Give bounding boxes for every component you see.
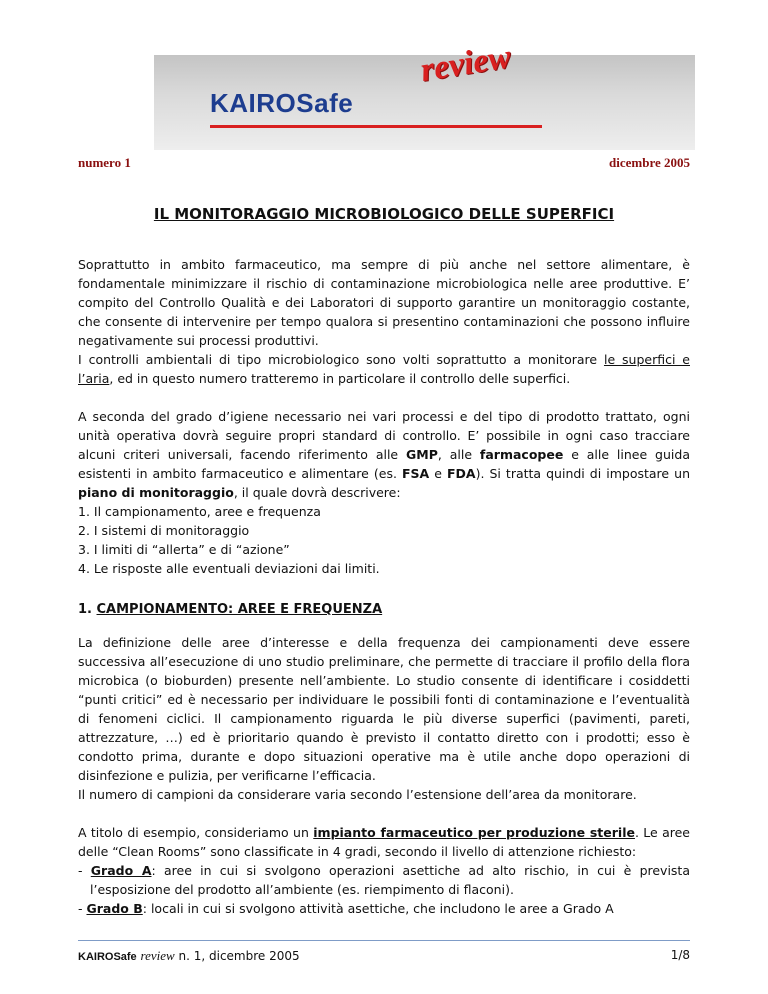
intro-paragraph-2 xyxy=(78,350,690,388)
logo-review: review xyxy=(418,38,514,90)
section-title: CAMPIONAMENTO: AREE E FREQUENZA xyxy=(96,602,383,617)
plan-list xyxy=(78,502,690,578)
list-item: 2. I sistemi di monitoraggio xyxy=(78,523,250,538)
section-number: 1. xyxy=(78,602,97,617)
text-span: . Le aree delle “Clean Rooms” sono classificate in 4 gradi, secondo il livello di attenzione richiesto: xyxy=(78,825,691,859)
bold-fsa: FSA xyxy=(401,466,430,481)
bold-farmacopee: farmacopee xyxy=(479,447,564,462)
text-span: ). Si tratta quindi di impostare un xyxy=(475,466,690,481)
text-span: : aree in cui si svolgono operazioni asettiche ad alto rischio, in cui è prevista l’esposizione del prodotto all’ambiente (es. riempimento di flaconi). xyxy=(90,863,690,897)
underlined-text: le superfici e l’aria xyxy=(78,352,690,386)
text-span: , il quale dovrà descrivere: xyxy=(233,485,401,500)
grade-a-item: - Grado A: aree in cui si svolgono operazioni asettiche ad alto rischio, in cui è prevista l’esposizione del prodotto all’ambiente (es. riempimento di flaconi). xyxy=(78,863,690,897)
page-footer xyxy=(78,948,690,964)
grade-a-label: Grado A xyxy=(90,863,152,878)
text-span: e alle linee guida esistenti in ambito farmaceutico e alimentare (es. xyxy=(78,447,690,481)
section-1-heading xyxy=(78,600,690,619)
bold-piano: piano di monitoraggio xyxy=(78,485,234,500)
intro-paragraph-1: Soprattutto in ambito farmaceutico, ma sempre di più anche nel settore alimentare, è fondamentale minimizzare il rischio di contaminazione microbiologica nelle aree produttive. E’ compito del Controllo Qualità e dei Laboratori di supporto garantire un monitoraggio costante, che consente di intervenire per tempo qualora si presentino contaminazioni che possono influire negativamente sui processi produttivi. xyxy=(78,257,690,348)
section-1-paragraph-2: Il numero di campioni da considerare varia secondo l’estensione dell’area da monitorare. xyxy=(78,787,637,802)
bold-fda: FDA xyxy=(446,466,476,481)
list-item: 1. Il campionamento, aree e frequenza xyxy=(78,504,321,519)
plan-paragraph xyxy=(78,407,690,502)
list-item: 3. I limiti di “allerta” e di “azione” xyxy=(78,542,290,557)
list-item: 4. Le risposte alle eventuali deviazioni dai limiti. xyxy=(78,561,380,576)
text-span: I controlli ambientali di tipo microbiologico sono volti soprattutto a monitorare xyxy=(78,352,604,367)
text-span: : locali in cui si svolgono attività asettiche, che includono le aree a Grado A xyxy=(142,901,614,916)
section-1-paragraph-1: La definizione delle aree d’interesse e della frequenza dei campionamenti deve essere successiva all’esecuzione di uno studio preliminare, che permette di tracciare il profilo della flora microbica (o bioburden) presente nell’ambiente. Lo studio consente di identificare i cosiddetti “punti critici” ed è necessario per individuare le possibili fonti di contaminazione e l’eventualità di fenomeni ciclici. Il campionamento riguarda le più diverse superfici (pavimenti, pareti, attrezzature, …) ed è prioritario quando è previsto il contatto diretto con i prodotti; esso è condotto prima, durante e dopo situazioni operative ma è utile anche dopo operazioni di disinfezione e pulizia, per verificarne l’efficacia. xyxy=(78,635,690,783)
bold-gmp: GMP xyxy=(406,447,438,462)
logo-underline xyxy=(210,125,542,128)
grade-b-label: Grado B xyxy=(86,901,143,916)
footer-issue: n. 1, dicembre 2005 xyxy=(174,949,300,963)
article-body xyxy=(78,255,690,918)
grade-b-item: - Grado B: locali in cui si svolgono attività asettiche, che includono le aree a Grado A xyxy=(78,901,614,916)
logo-kairosafe: KAIROSafe xyxy=(210,88,354,118)
text-span: e xyxy=(429,466,447,481)
text-span: , ed in questo numero tratteremo in particolare il controllo delle superfici. xyxy=(109,371,571,386)
footer-review: review xyxy=(140,948,175,963)
footer-rule xyxy=(78,940,690,941)
issue-date: dicembre 2005 xyxy=(609,155,690,170)
footer-brand: KAIROSafe xyxy=(78,951,137,963)
issue-number: numero 1 xyxy=(78,155,131,170)
text-span: , alle xyxy=(437,447,480,462)
text-span: A seconda del grado d’igiene necessario nei vari processi e del tipo di prodotto trattato, ogni unità operativa dovrà seguire propri standard di controllo. E’ possibile in ogni caso tracciare alcuni criteri universali, facendo riferimento alle xyxy=(78,409,690,462)
text-span: A titolo di esempio, consideriamo un xyxy=(78,825,314,840)
page-number: 1/8 xyxy=(670,948,690,962)
bold-underlined-text: impianto farmaceutico per produzione sterile xyxy=(313,825,635,840)
article-title: IL MONITORAGGIO MICROBIOLOGICO DELLE SUPERFICI xyxy=(153,205,615,223)
section-1-paragraph-3 xyxy=(78,823,690,861)
